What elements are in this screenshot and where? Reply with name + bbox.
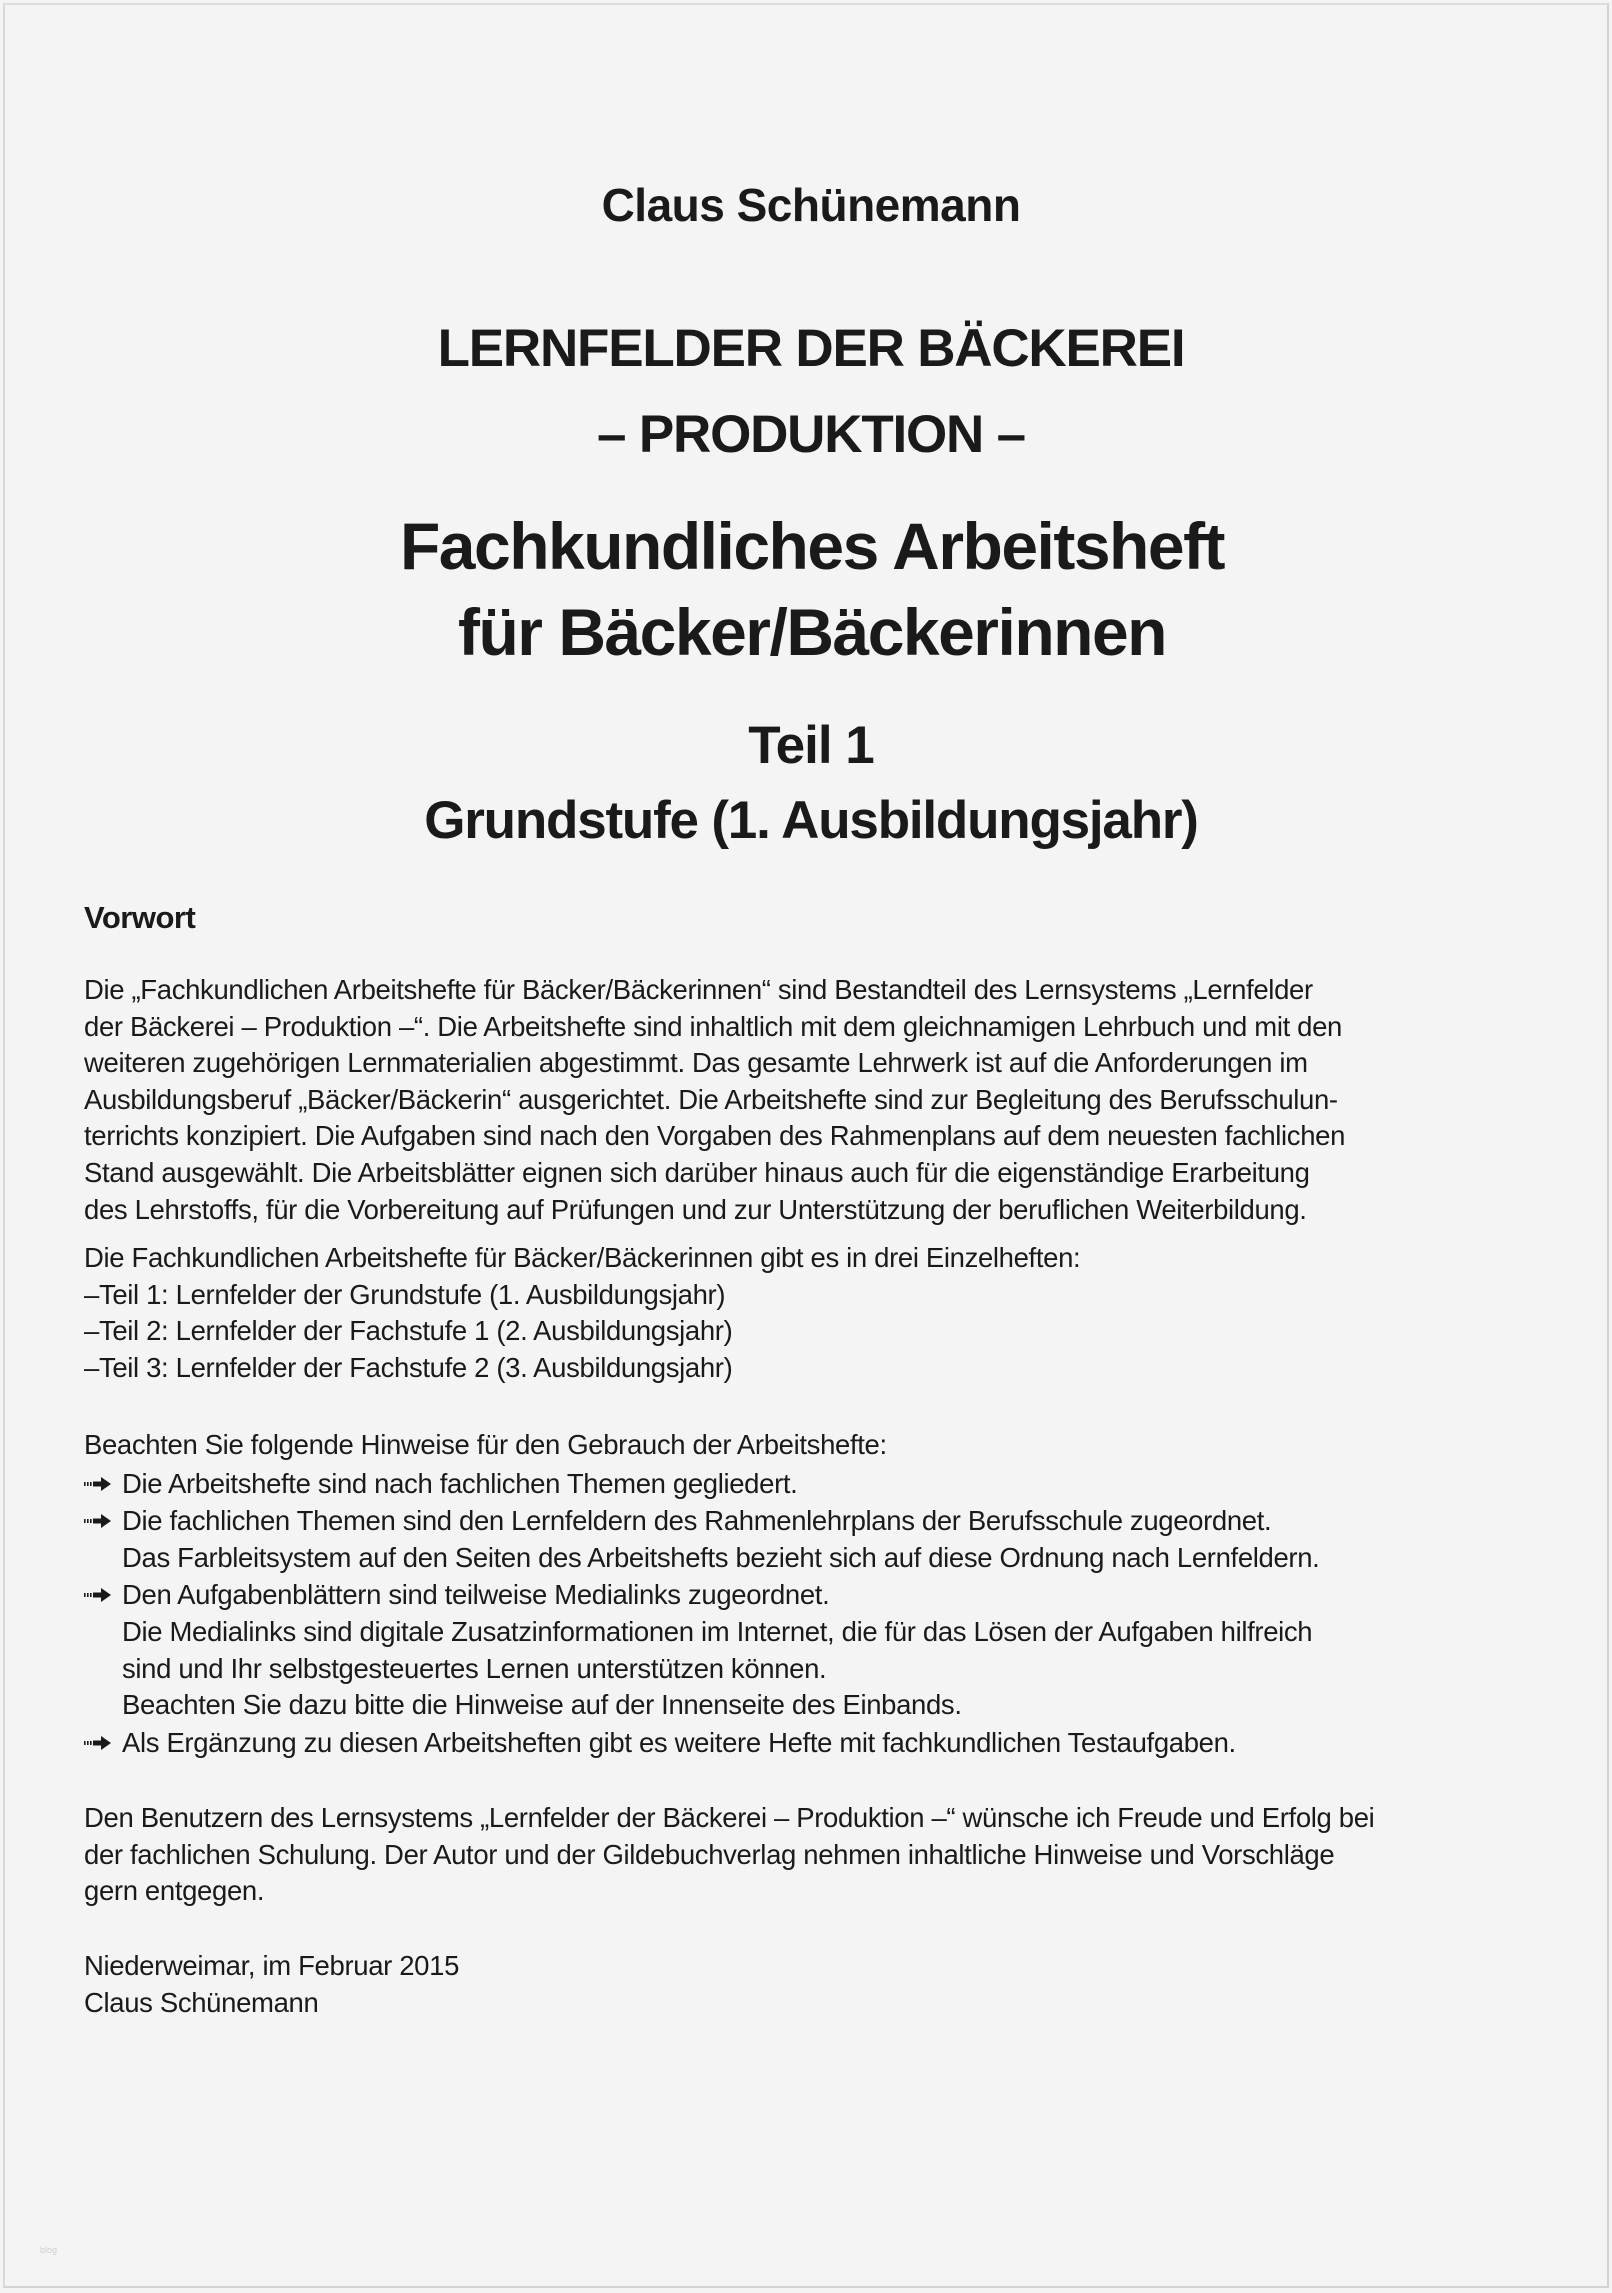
usage-hints (84, 1427, 1454, 1762)
paragraph-line: der fachlichen Schulung. Der Autor und der Gildebuchverlag nehmen inhaltliche Hinweise und Vorschläge (84, 1838, 1335, 1870)
part-label: Teil 1 (748, 716, 874, 775)
hint-line: Das Farbleitsystem auf den Seiten des Arbeitshefts bezieht sich auf diese Ordnung nach Lernfeldern. (122, 1541, 1320, 1573)
hint-item (84, 1725, 1454, 1762)
place-date: Niederweimar, im Februar 2015 (84, 1950, 460, 1981)
hints-intro: Beachten Sie folgende Hinweise für den Gebrauch der Arbeitshefte: (84, 1429, 887, 1460)
foreword-heading: Vorwort (84, 900, 196, 935)
hint-line: Den Aufgabenblättern sind teilweise Medialinks zugeordnet. (122, 1579, 830, 1611)
paragraph-line: der Bäckerei – Produktion –“. Die Arbeitshefte sind inhaltlich mit dem gleichnamigen Lehrbuch und mit den (84, 1010, 1342, 1042)
arrow-right-icon (84, 1476, 114, 1492)
arrow-right-icon (84, 1735, 114, 1751)
hint-line: Die fachlichen Themen sind den Lernfeldern des Rahmenlehrplans der Berufsschule zugeordnet. (122, 1505, 1272, 1537)
hint-line: Beachten Sie dazu bitte die Hinweise auf der Innenseite des Einbands. (122, 1689, 962, 1721)
hint-line: sind und Ihr selbstgesteuertes Lernen unterstützen können. (122, 1652, 827, 1684)
signature-name: Claus Schünemann (84, 1986, 319, 2018)
watermark: blog (40, 2245, 58, 2255)
paragraph-line: Den Benutzern des Lernsystems „Lernfelder der Bäckerei – Produktion –“ wünsche ich Freude und Erfolg bei (84, 1802, 1375, 1833)
hint-item (84, 1503, 1454, 1576)
paragraph-line: terrichts konzipiert. Die Aufgaben sind nach den Vorgaben des Rahmenplans auf dem neuesten fachlichen (84, 1120, 1346, 1152)
closing-paragraph (84, 1800, 1454, 1910)
parts-list-item: –Teil 1: Lernfelder der Grundstufe (1. Ausbildungsjahr) (84, 1278, 726, 1310)
author-heading: Claus Schünemann (601, 179, 1021, 231)
parts-intro: Die Fachkundlichen Arbeitshefte für Bäcker/Bäckerinnen gibt es in drei Einzelheften: (84, 1242, 1081, 1273)
foreword-intro-paragraph (84, 972, 1454, 1228)
hint-line: Die Arbeitshefte sind nach fachlichen Themen gegliedert. (122, 1467, 798, 1499)
hint-item (84, 1577, 1454, 1723)
parts-list-item: –Teil 3: Lernfelder der Fachstufe 2 (3. Ausbildungsjahr) (84, 1351, 733, 1383)
hint-line: Als Ergänzung zu diesen Arbeitsheften gibt es weitere Hefte mit fachkundlichen Testaufgaben. (122, 1726, 1236, 1758)
series-title-line-2: – PRODUKTION – (597, 405, 1025, 464)
series-title-line-1: LERNFELDER DER BÄCKEREI (437, 319, 1185, 378)
arrow-right-icon (84, 1513, 114, 1529)
book-title-line-2: für Bäcker/Bäckerinnen (458, 595, 1166, 669)
part-subtitle: Grundstufe (1. Ausbildungsjahr) (424, 791, 1198, 850)
parts-list-item: –Teil 2: Lernfelder der Fachstufe 1 (2. Ausbildungsjahr) (84, 1315, 733, 1347)
paragraph-line: gern entgegen. (84, 1875, 265, 1907)
paragraph-line: weiteren zugehörigen Lernmaterialien abgestimmt. Das gesamte Lehrwerk ist auf die Anforderungen im (84, 1047, 1308, 1079)
hint-line: Die Medialinks sind digitale Zusatzinformationen im Internet, die für das Lösen der Aufgaben hilfreich (122, 1615, 1313, 1647)
parts-list (84, 1240, 1454, 1386)
book-title-line-1: Fachkundliches Arbeitsheft (399, 509, 1225, 583)
signature-block (84, 1948, 1454, 2021)
arrow-right-icon (84, 1587, 114, 1603)
paragraph-line: Ausbildungsberuf „Bäcker/Bäckerin“ ausgerichtet. Die Arbeitshefte sind zur Begleitung des Berufsschulun- (84, 1083, 1338, 1115)
hint-item (84, 1466, 1454, 1503)
paragraph-line: Die „Fachkundlichen Arbeitshefte für Bäcker/Bäckerinnen“ sind Bestandteil des Lernsystems „Lernfelder (84, 974, 1313, 1005)
paragraph-line: des Lehrstoffs, für die Vorbereitung auf Prüfungen und zur Unterstützung der beruflichen Weiterbildung. (84, 1193, 1307, 1225)
paragraph-line: Stand ausgewählt. Die Arbeitsblätter eignen sich darüber hinaus auch für die eigenständige Erarbeitung (84, 1156, 1310, 1188)
